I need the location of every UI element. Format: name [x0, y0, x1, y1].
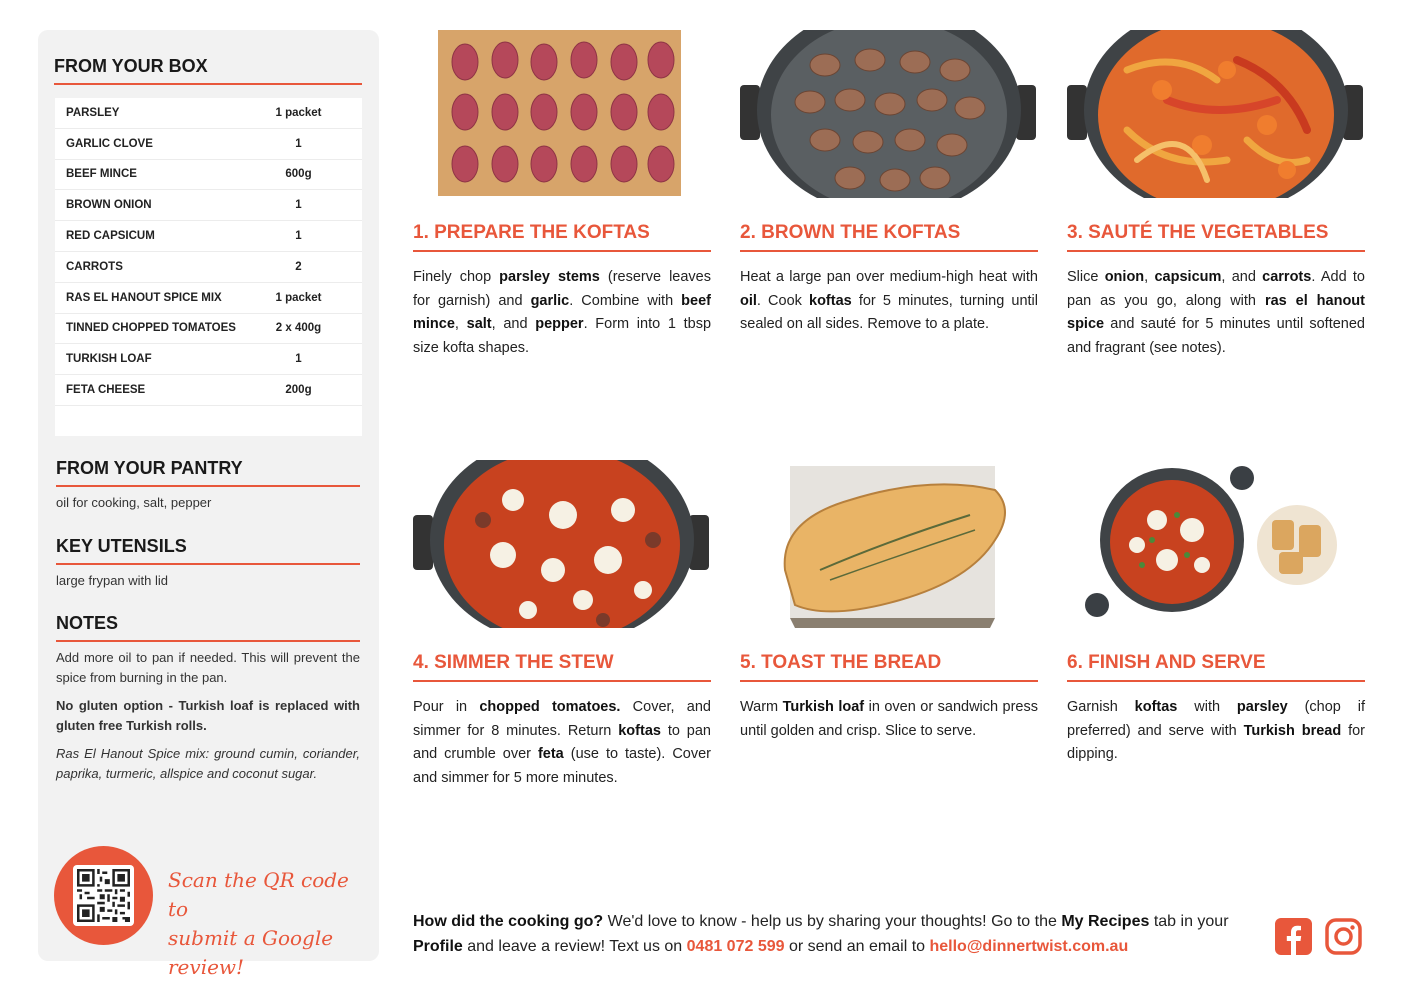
step-1-title: 1. PREPARE THE KOFTAS	[413, 222, 711, 252]
ingredient-qty: 1	[295, 230, 302, 243]
step-2-title: 2. BROWN THE KOFTAS	[740, 222, 1038, 252]
table-row	[55, 98, 362, 129]
phone-link[interactable]: 0481 072 599	[686, 938, 785, 955]
browning-koftas-image	[740, 30, 1038, 198]
qr-caption-line1: Scan the QR code to	[168, 868, 349, 921]
email-link[interactable]: hello@dinnertwist.com.au	[929, 938, 1129, 955]
step-4-title: 4. SIMMER THE STEW	[413, 652, 711, 682]
ingredient-name: BEEF MINCE	[66, 168, 137, 181]
ingredient-name: CARROTS	[66, 260, 123, 273]
facebook-icon[interactable]	[1275, 918, 1312, 955]
finished-dish-image	[1067, 460, 1365, 628]
profile-label: Profile	[413, 938, 463, 955]
step-4-text: Pour in chopped tomatoes. Cover, and simmer for 8 minutes. Return koftas to pan and crumble over feta (use to taste). Cover and simmer for 5 more minutes.	[413, 699, 711, 786]
qr-caption	[168, 866, 368, 982]
note-gluten: No gluten option - Turkish loaf is replaced with gluten free Turkish rolls.	[56, 698, 360, 733]
ingredient-name: GARLIC CLOVE	[66, 137, 153, 150]
ingredients-sidebar	[38, 30, 379, 979]
ingredient-qty: 1	[295, 137, 302, 150]
notes-heading: NOTES	[56, 613, 360, 642]
step-1-text: Finely chop parsley stems (reserve leaves for garnish) and garlic. Combine with beef mince, salt, and pepper. Form into 1 tbsp size kofta shapes.	[413, 269, 712, 356]
toasted-bread-image	[740, 460, 1038, 628]
table-row	[55, 283, 362, 314]
table-row	[55, 252, 362, 283]
table-row	[55, 344, 362, 375]
table-row	[55, 129, 362, 160]
ingredient-name: RED CAPSICUM	[66, 230, 155, 243]
ingredient-name: FETA CHEESE	[66, 384, 146, 397]
ingredient-qty: 1	[295, 353, 302, 366]
from-your-pantry-heading: FROM YOUR PANTRY	[56, 458, 360, 487]
instagram-icon[interactable]	[1325, 918, 1362, 955]
ingredient-qty: 1	[295, 199, 302, 212]
ingredient-name: PARSLEY	[66, 106, 120, 119]
ingredient-qty: 1 packet	[275, 291, 322, 304]
table-row	[55, 221, 362, 252]
note-spice-mix: Ras El Hanout Spice mix: ground cumin, coriander, paprika, turmeric, allspice and coconut sugar.	[56, 746, 360, 781]
ingredient-name: TURKISH LOAF	[66, 353, 152, 366]
table-row	[55, 375, 362, 406]
ingredient-name: TINNED CHOPPED TOMATOES	[66, 322, 236, 335]
table-row	[55, 160, 362, 191]
ingredient-qty: 600g	[285, 168, 312, 181]
qr-caption-line2: submit a Google review!	[168, 926, 334, 979]
ingredient-qty: 1 packet	[275, 106, 322, 119]
ingredient-qty: 2 x 400g	[275, 322, 322, 335]
step-5-text: Warm Turkish loaf in oven or sandwich press until golden and crisp. Slice to serve.	[740, 699, 1038, 739]
pantry-text: oil for cooking, salt, pepper	[56, 495, 212, 510]
step-6-text: Garnish koftas with parsley (chop if preferred) and serve with Turkish bread for dipping.	[1067, 699, 1366, 762]
key-utensils-heading: KEY UTENSILS	[56, 536, 360, 565]
ingredient-name: RAS EL HANOUT SPICE MIX	[66, 291, 222, 304]
simmering-stew-image	[413, 460, 711, 628]
ingredient-name: BROWN ONION	[66, 199, 152, 212]
notes-body	[56, 648, 360, 792]
step-2-text: Heat a large pan over medium-high heat with oil. Cook koftas for 5 minutes, turning until sealed on all sides. Remove to a plate.	[740, 269, 1038, 332]
note-oil: Add more oil to pan if needed. This will prevent the spice from burning in the pan.	[56, 650, 360, 685]
sauteed-vegetables-image	[1067, 30, 1365, 198]
utensils-text: large frypan with lid	[56, 573, 168, 588]
step-5-title: 5. TOAST THE BREAD	[740, 652, 1038, 682]
footer-question: How did the cooking go?	[413, 913, 604, 930]
qr-badge	[54, 846, 153, 945]
review-footer: How did the cooking go? We'd love to know - help us by sharing your thoughts! Go to the My Recipes tab in your Profile and leave a review! Text us on 0481 072 599 or send an email to hello@dinnertwist.com.au	[413, 913, 1229, 955]
step-3-text: Slice onion, capsicum, and carrots. Add to pan as you go, along with ras el hanout spice and sauté for 5 minutes until softened and fragrant (see notes).	[1067, 269, 1365, 356]
from-your-box-heading: FROM YOUR BOX	[54, 56, 362, 85]
step-6-title: 6. FINISH AND SERVE	[1067, 652, 1365, 682]
step-3-title: 3. SAUTÉ THE VEGETABLES	[1067, 222, 1365, 252]
ingredients-table	[55, 98, 362, 436]
qr-code-icon[interactable]	[73, 865, 134, 926]
table-row	[55, 190, 362, 221]
my-recipes-label: My Recipes	[1061, 913, 1150, 930]
ingredient-qty: 200g	[285, 384, 312, 397]
table-row	[55, 314, 362, 345]
ingredient-qty: 2	[295, 260, 302, 273]
raw-koftas-image	[413, 30, 711, 198]
